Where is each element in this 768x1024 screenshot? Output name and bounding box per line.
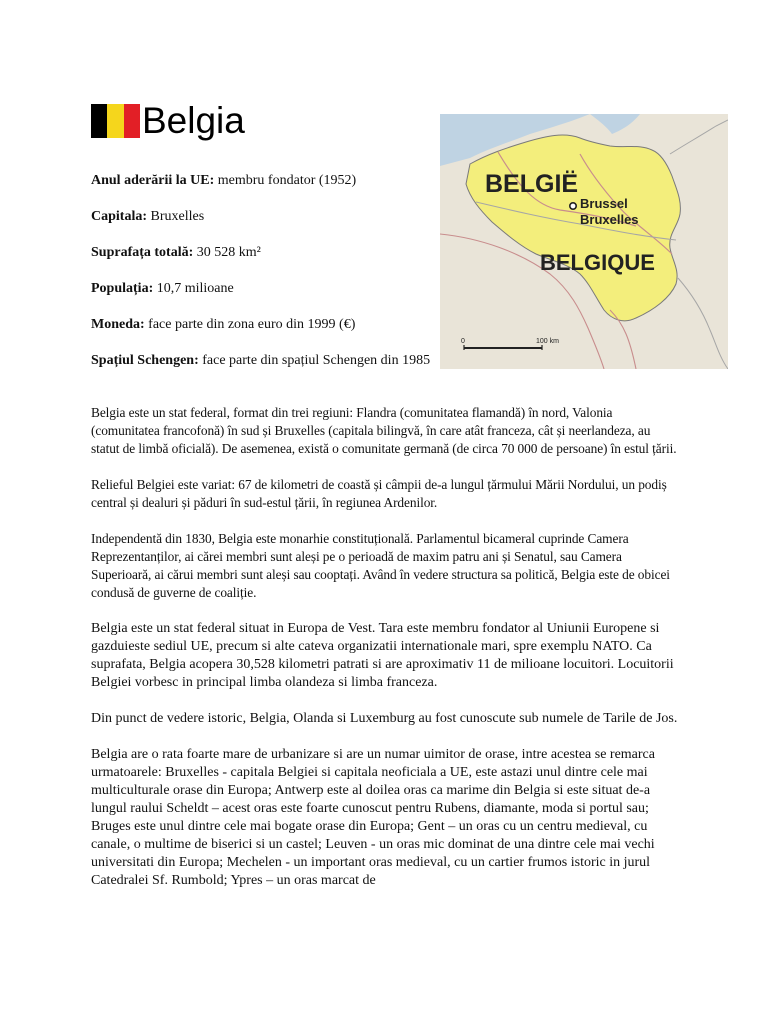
title-row bbox=[91, 100, 245, 142]
fact-list bbox=[91, 172, 431, 388]
page-title: Belgia bbox=[142, 100, 245, 141]
fact-label: Populația: bbox=[91, 281, 154, 296]
flag-stripe-red bbox=[124, 104, 140, 138]
fact-value: face parte din zona euro din 1999 (€) bbox=[148, 317, 356, 332]
paragraph-history: Din punct de vedere istoric, Belgia, Olanda si Luxemburg au fost cunoscute sub numele de Tarile de Jos. bbox=[91, 711, 678, 726]
fact-value: Bruxelles bbox=[150, 209, 205, 224]
map-city-nl: Brussel bbox=[580, 196, 628, 211]
fact-label: Anul aderării la UE: bbox=[91, 173, 215, 188]
map-capital-marker bbox=[570, 203, 576, 209]
fact-population bbox=[91, 280, 431, 298]
paragraph-cities: Belgia are o rata foarte mare de urbanizare si are un numar uimitor de orase, intre acestea se remarca urmatoarele: Bruxelles - capitala Belgiei si capitala neoficiala a UE, este astazi unul dintre cele mai multiculturale orase din Europa; Antwerp este al doilea oras ca marime din Belgia si este situat de-a lungul raului Scheldt – acest oras este foarte cunoscut pentru Rubens, diamante, moda si portul sau; Bruges este unul dintre cele mai bogate orase din Europa; Gent – un oras cu un centru medieval, cu canale, o multime de biserici si un castel; Leuven - un oras mic dominat de una dintre cele mai vechi universitati din Europa; Mechelen - un important oras medieval, cu un cartier frumos istoric in jurul Catedralei Sf. Rumbold; Ypres – un oras marcat de bbox=[91, 747, 655, 888]
fact-currency bbox=[91, 316, 431, 334]
fact-label: Capitala: bbox=[91, 209, 147, 224]
map-scale-end: 100 km bbox=[536, 338, 559, 345]
fact-label: Moneda: bbox=[91, 317, 145, 332]
paragraph-relief: Relieful Belgiei este variat: 67 de kilometri de coastă și câmpii de-a lungul țărmului Mării Nordului, un podiș central și dealuri și păduri în sud-estul țării, în regiunea Ardenilor. bbox=[91, 477, 667, 510]
fact-capital bbox=[91, 208, 431, 226]
fact-value: membru fondator (1952) bbox=[217, 173, 357, 188]
flag-stripe-black bbox=[91, 104, 107, 138]
fact-schengen bbox=[91, 352, 431, 370]
paragraph-regions: Belgia este un stat federal, format din trei regiuni: Flandra (comunitatea flamandă) în nord, Valonia (comunitatea francofonă) în sud și Bruxelles (capitala bilingvă, în care atât franceza, cât și neerlandeza, au statut de limbă oficială). De asemenea, există o comunitate germană (de circa 70 000 de persoane) în estul țării. bbox=[91, 405, 677, 456]
map-scale-start: 0 bbox=[461, 338, 465, 345]
article-body bbox=[91, 404, 681, 908]
belgium-map bbox=[440, 114, 728, 369]
paragraph-overview: Belgia este un stat federal situat in Europa de Vest. Tara este membru fondator al Uniunii Europene si gazduieste sediul UE, precum si alte cateva organizatii internationale mari, spre exemplu NATO. Ca suprafata, Belgia acopera 30,528 kilometri patrati si are aproximativ 11 de milioane locuitori. Locuitorii Belgiei vorbesc in principal limba olandeza si limba franceza. bbox=[91, 621, 674, 690]
belgium-flag-icon bbox=[91, 104, 140, 138]
fact-label: Spațiul Schengen: bbox=[91, 353, 199, 368]
fact-value: face parte din spațiul Schengen din 1985 bbox=[202, 353, 431, 368]
fact-value: 30 528 km² bbox=[196, 245, 261, 260]
fact-label: Suprafața totală: bbox=[91, 245, 194, 260]
map-city-fr: Bruxelles bbox=[580, 212, 639, 227]
map-label-fr: BELGIQUE bbox=[540, 250, 655, 275]
map-label-nl: BELGIË bbox=[485, 170, 579, 198]
flag-stripe-yellow bbox=[107, 104, 123, 138]
fact-area bbox=[91, 244, 431, 262]
fact-accession bbox=[91, 172, 431, 190]
paragraph-politics: Independentă din 1830, Belgia este monarhie constituțională. Parlamentul bicameral cuprinde Camera Reprezentanților, ai cărei membri sunt aleși pe o perioadă de maxim patru ani și Senatul, sau Camera Superioară, ai cărui membri sunt aleși sau cooptați. Având în vedere structura sa politică, Belgia este de obicei condusă de guverne de coaliție. bbox=[91, 531, 670, 600]
fact-value: 10,7 milioane bbox=[156, 281, 234, 296]
